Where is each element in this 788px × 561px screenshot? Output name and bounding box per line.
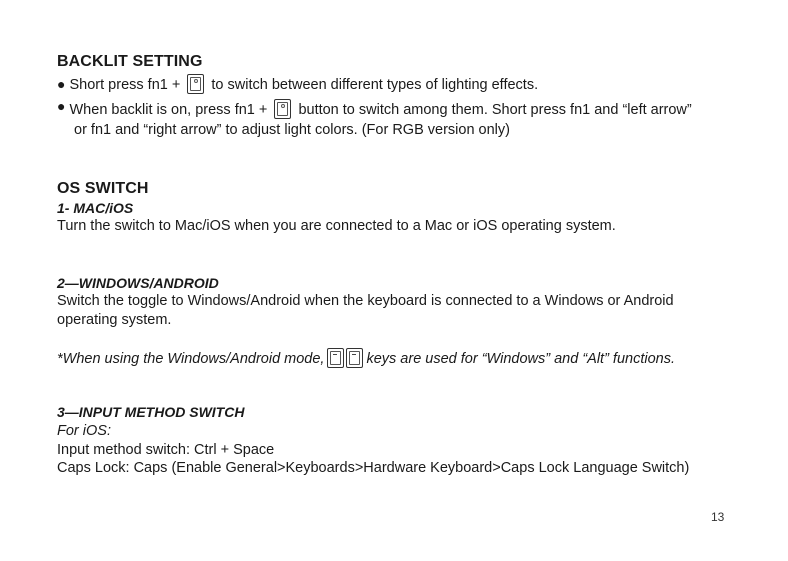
note-text-after: keys are used for “Windows” and “Alt” functions. bbox=[366, 351, 675, 367]
bullet2-text-after: button to switch among them. Short press fn1 and “left arrow” bbox=[298, 102, 692, 118]
backlit-bullet-2 bbox=[57, 98, 692, 119]
bullet2-text-before: When backlit is on, press fn1 + bbox=[69, 102, 268, 118]
mac-ios-title: 1- MAC/iOS bbox=[57, 200, 134, 216]
input-method-line-2: Caps Lock: Caps (Enable General>Keyboards>Hardware Keyboard>Caps Lock Language Switch) bbox=[57, 460, 690, 476]
backlit-bullet-2-line-2: or fn1 and “right arrow” to adjust light colors. (For RGB version only) bbox=[74, 122, 510, 138]
windows-alt-keys bbox=[326, 348, 364, 372]
backlit-heading: BACKLIT SETTING bbox=[57, 53, 203, 70]
note-text-before: *When using the Windows/Android mode, bbox=[57, 351, 325, 367]
windows-android-title: 2—WINDOWS/ANDROID bbox=[57, 275, 219, 291]
windows-key-icon bbox=[327, 348, 344, 368]
bullet-dot: ● bbox=[57, 76, 66, 92]
bullet1-text-after: to switch between different types of lighting effects. bbox=[211, 77, 539, 93]
os-switch-heading: OS SWITCH bbox=[57, 180, 149, 197]
for-ios-label: For iOS: bbox=[57, 423, 111, 439]
bullet1-text-before: Short press fn1 + bbox=[69, 77, 181, 93]
light-key-icon bbox=[187, 74, 204, 94]
input-method-title: 3—INPUT METHOD SWITCH bbox=[57, 404, 245, 420]
windows-android-text-1: Switch the toggle to Windows/Android when the keyboard is connected to a Windows or Android bbox=[57, 293, 674, 309]
windows-mode-note bbox=[57, 348, 675, 372]
alt-key-icon bbox=[346, 348, 363, 368]
input-method-line-1: Input method switch: Ctrl + Space bbox=[57, 442, 275, 458]
bullet-dot: ● bbox=[57, 98, 66, 114]
mac-ios-text: Turn the switch to Mac/iOS when you are connected to a Mac or iOS operating system. bbox=[57, 218, 616, 234]
windows-android-text-2: operating system. bbox=[57, 312, 172, 328]
backlit-bullet-1 bbox=[57, 74, 538, 94]
light-key-icon bbox=[274, 99, 291, 119]
page-number: 13 bbox=[711, 510, 725, 524]
